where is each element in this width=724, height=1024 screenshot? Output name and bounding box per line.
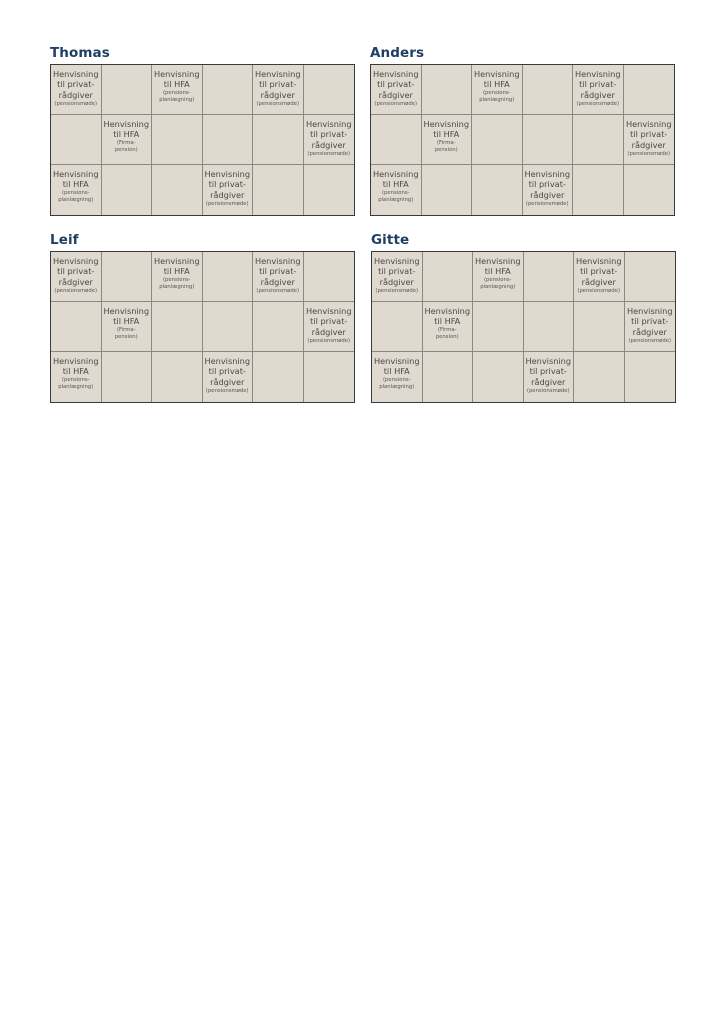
grid-cell-referral: [51, 165, 102, 215]
referral-note: (pensionsmøde): [256, 287, 300, 294]
grid-cell-referral: [203, 165, 254, 215]
grid-cell-empty: [372, 302, 423, 352]
grid-cell-referral: [423, 302, 474, 352]
grid-cell-empty: [102, 65, 153, 115]
referral-label: Henvisning til HFA: [52, 356, 99, 377]
referral-label: Henvisning til privat- rådgiver: [254, 69, 301, 100]
grid-cell-referral: [102, 302, 153, 352]
grid-cell-referral: [574, 252, 625, 302]
referral-label: Henvisning til HFA: [52, 169, 99, 190]
grid-cell-empty: [473, 352, 524, 402]
referral-label: Henvisning til privat- rådgiver: [52, 69, 99, 100]
referral-note: (pensionsmøde): [375, 287, 419, 294]
grid-cell-referral: [473, 252, 524, 302]
grid-cell-empty: [625, 252, 676, 302]
grid-cell-empty: [523, 115, 574, 165]
referral-note: (pensionsmøde): [374, 100, 418, 107]
grid-cell-empty: [152, 352, 203, 402]
referral-label: Henvisning til HFA: [153, 69, 200, 90]
referral-label: Henvisning til HFA: [153, 256, 200, 277]
grid-cell-empty: [423, 352, 474, 402]
grid-cell-empty: [253, 165, 304, 215]
grid-cell-referral: [524, 352, 575, 402]
grid-cell-empty: [304, 65, 355, 115]
grid-cell-empty: [304, 165, 355, 215]
grid-cell-referral: [422, 115, 473, 165]
grid-cell-empty: [152, 302, 203, 352]
grid-cell-empty: [524, 252, 575, 302]
grid-cell-empty: [304, 252, 355, 302]
referral-note: (pensionsmøde): [307, 337, 351, 344]
grid-cell-referral: [624, 115, 675, 165]
referral-label: Henvisning til HFA: [474, 256, 521, 277]
grid-cell-referral: [51, 352, 102, 402]
grid-cell-empty: [253, 115, 304, 165]
board-title: Anders: [370, 45, 425, 61]
grid-cell-empty: [304, 352, 355, 402]
referral-note: (pensions- planlægning): [159, 90, 195, 103]
referral-note: (pensionsmøde): [205, 387, 249, 394]
referral-label: Henvisning til HFA: [423, 119, 470, 140]
referral-note: (Firma- pension): [114, 327, 138, 340]
referral-note: (pensionsmøde): [525, 200, 569, 207]
referral-note: (pensionsmøde): [627, 150, 671, 157]
referral-label: Henvisning til privat- rådgiver: [524, 169, 571, 200]
referral-note: (pensions- planlægning): [379, 377, 415, 390]
grid-cell-empty: [574, 302, 625, 352]
grid-cell-empty: [102, 165, 153, 215]
referral-note: (pensionsmøde): [628, 337, 672, 344]
grid-cell-empty: [371, 115, 422, 165]
referral-note: (pensions- planlægning): [479, 90, 515, 103]
bingo-grid: [50, 251, 355, 403]
referral-label: Henvisning til privat- rådgiver: [373, 256, 420, 287]
grid-cell-referral: [472, 65, 523, 115]
referral-note: (Firma- pension): [114, 140, 138, 153]
referral-label: Henvisning til privat- rådgiver: [575, 256, 622, 287]
grid-cell-empty: [422, 165, 473, 215]
board-title: Leif: [50, 232, 79, 248]
grid-cell-empty: [102, 352, 153, 402]
bingo-grid: [50, 64, 355, 216]
referral-label: Henvisning til privat- rådgiver: [626, 306, 673, 337]
referral-label: Henvisning til HFA: [103, 306, 150, 327]
referral-note: (pensionsmøde): [307, 150, 351, 157]
referral-label: Henvisning til privat- rådgiver: [525, 356, 572, 387]
referral-label: Henvisning til HFA: [373, 356, 420, 377]
referral-label: Henvisning til privat- rådgiver: [625, 119, 672, 150]
referral-note: (pensions- planlægning): [378, 190, 414, 203]
grid-cell-empty: [203, 252, 254, 302]
grid-cell-referral: [371, 65, 422, 115]
bingo-grid: [370, 64, 675, 216]
grid-cell-empty: [423, 252, 474, 302]
referral-label: Henvisning til HFA: [473, 69, 520, 90]
grid-cell-empty: [625, 352, 676, 402]
referral-label: Henvisning til privat- rådgiver: [204, 169, 251, 200]
grid-cell-referral: [573, 65, 624, 115]
referral-note: (pensions- planlægning): [480, 277, 516, 290]
grid-cell-empty: [574, 352, 625, 402]
grid-cell-empty: [152, 165, 203, 215]
referral-label: Henvisning til HFA: [424, 306, 471, 327]
referral-label: Henvisning til HFA: [372, 169, 419, 190]
grid-cell-referral: [253, 65, 304, 115]
referral-note: (pensionsmøde): [576, 100, 620, 107]
grid-cell-referral: [372, 252, 423, 302]
referral-note: (pensionsmøde): [256, 100, 300, 107]
referral-note: (pensionsmøde): [54, 287, 98, 294]
board-title: Thomas: [50, 45, 110, 61]
referral-label: Henvisning til privat- rådgiver: [305, 306, 352, 337]
referral-note: (pensions- planlægning): [58, 190, 94, 203]
grid-cell-referral: [523, 165, 574, 215]
grid-cell-referral: [304, 302, 355, 352]
grid-cell-empty: [152, 115, 203, 165]
grid-cell-referral: [102, 115, 153, 165]
grid-cell-referral: [152, 65, 203, 115]
grid-cell-empty: [422, 65, 473, 115]
referral-label: Henvisning til privat- rådgiver: [204, 356, 251, 387]
grid-cell-empty: [573, 165, 624, 215]
referral-note: (pensions- planlægning): [58, 377, 94, 390]
referral-note: (pensionsmøde): [577, 287, 621, 294]
grid-cell-referral: [372, 352, 423, 402]
bingo-grid: [371, 251, 676, 403]
grid-cell-referral: [625, 302, 676, 352]
grid-cell-referral: [304, 115, 355, 165]
board-title: Gitte: [371, 232, 410, 248]
referral-note: (pensionsmøde): [526, 387, 570, 394]
grid-cell-empty: [624, 65, 675, 115]
grid-cell-referral: [152, 252, 203, 302]
grid-cell-empty: [523, 65, 574, 115]
grid-cell-empty: [473, 302, 524, 352]
grid-cell-empty: [253, 352, 304, 402]
grid-cell-empty: [624, 165, 675, 215]
referral-note: (pensions- planlægning): [159, 277, 195, 290]
grid-cell-empty: [51, 302, 102, 352]
referral-note: (pensionsmøde): [54, 100, 98, 107]
grid-cell-empty: [524, 302, 575, 352]
grid-cell-referral: [203, 352, 254, 402]
referral-label: Henvisning til privat- rådgiver: [574, 69, 621, 100]
grid-cell-empty: [472, 115, 523, 165]
referral-label: Henvisning til privat- rådgiver: [52, 256, 99, 287]
referral-note: (pensionsmøde): [205, 200, 249, 207]
grid-cell-empty: [573, 115, 624, 165]
grid-cell-referral: [51, 65, 102, 115]
referral-label: Henvisning til privat- rådgiver: [372, 69, 419, 100]
referral-note: (Firma- pension): [435, 327, 459, 340]
referral-label: Henvisning til privat- rådgiver: [305, 119, 352, 150]
grid-cell-empty: [51, 115, 102, 165]
grid-cell-referral: [253, 252, 304, 302]
grid-cell-referral: [51, 252, 102, 302]
grid-cell-empty: [253, 302, 304, 352]
grid-cell-referral: [371, 165, 422, 215]
grid-cell-empty: [203, 65, 254, 115]
grid-cell-empty: [102, 252, 153, 302]
grid-cell-empty: [203, 302, 254, 352]
referral-note: (Firma- pension): [434, 140, 458, 153]
grid-cell-empty: [472, 165, 523, 215]
referral-label: Henvisning til HFA: [103, 119, 150, 140]
referral-label: Henvisning til privat- rådgiver: [254, 256, 301, 287]
grid-cell-empty: [203, 115, 254, 165]
